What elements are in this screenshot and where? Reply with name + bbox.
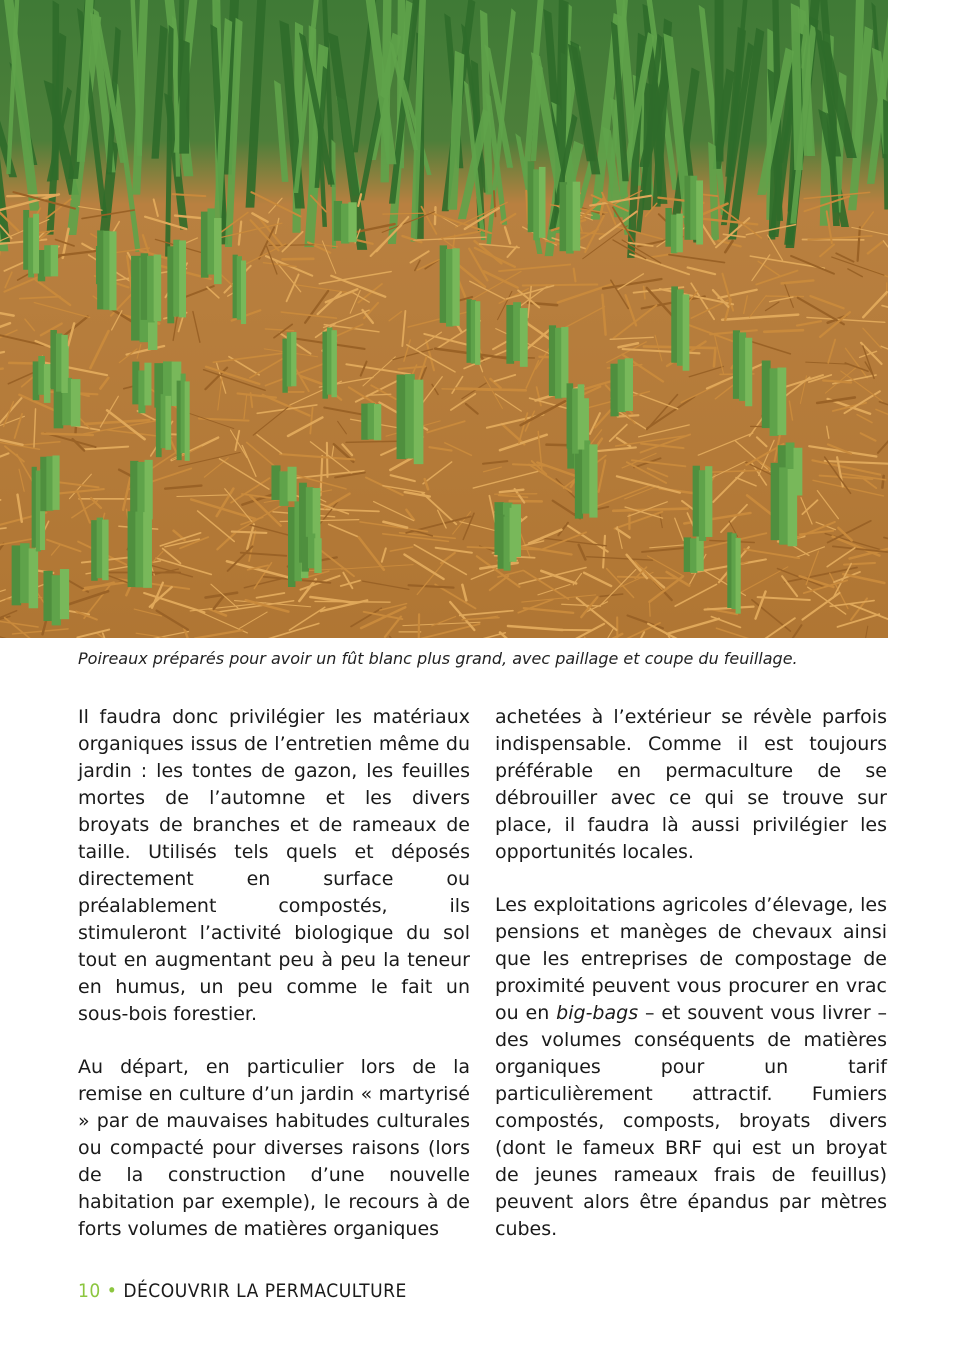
body-paragraph: Au départ, en particulier lors de la remise en culture d’un jardin « martyrisé » par de mauvaises habitudes culturales ou compacté pour diverses raisons (lors de la construction d’une nouvelle habitation par exemple), le recours à de forts volumes de matières organiques bbox=[78, 1056, 470, 1240]
left-column bbox=[78, 704, 470, 1243]
page-number: 10 bbox=[78, 1280, 101, 1302]
page-footer bbox=[78, 1280, 407, 1302]
footer-separator: • bbox=[106, 1280, 118, 1302]
italic-term: big-bags bbox=[556, 1002, 639, 1024]
text-run: Les exploitations agricoles d’élevage, les pensions et manèges de chevaux ainsi que les entreprises de compostage de proximité peuvent vous procurer en vrac ou en bbox=[495, 894, 887, 1024]
running-title: DÉCOUVRIR LA PERMACULTURE bbox=[123, 1280, 407, 1302]
right-column bbox=[495, 704, 887, 1243]
photo-caption: Poireaux préparés pour avoir un fût blanc plus grand, avec paillage et coupe du feuillage. bbox=[78, 649, 798, 668]
body-paragraph: achetées à l’extérieur se révèle parfois indispensable. Comme il est toujours préférable en permaculture de se débrouiller avec ce qui se trouve sur place, il faudra là aussi privilégier les opportunités locales. bbox=[495, 706, 887, 863]
body-paragraph: Il faudra donc privilégier les matériaux organiques issus de l’entretien même du jardin : les tontes de gazon, les feuilles mortes de l’automne et les divers broyats de branches et de rameaux de taille. Utilisés tels quels et déposés directement en surface ou préalablement compostés, ils stimuleront l’activité biologique du sol tout en augmentant peu à peu la teneur en humus, un peu comme le fait un sous-bois forestier. bbox=[78, 706, 470, 1025]
text-run: – et souvent vous livrer – des volumes conséquents de matières organiques pour un tarif particulièrement attractif. Fumiers compostés, composts, broyats divers (dont le fameux BRF qui est un broyat de jeunes rameaux frais de feuillus) peuvent alors être épandus par mètres cubes. bbox=[495, 1002, 888, 1240]
leek-mulch-photo bbox=[0, 0, 888, 638]
body-paragraph bbox=[495, 892, 887, 1243]
